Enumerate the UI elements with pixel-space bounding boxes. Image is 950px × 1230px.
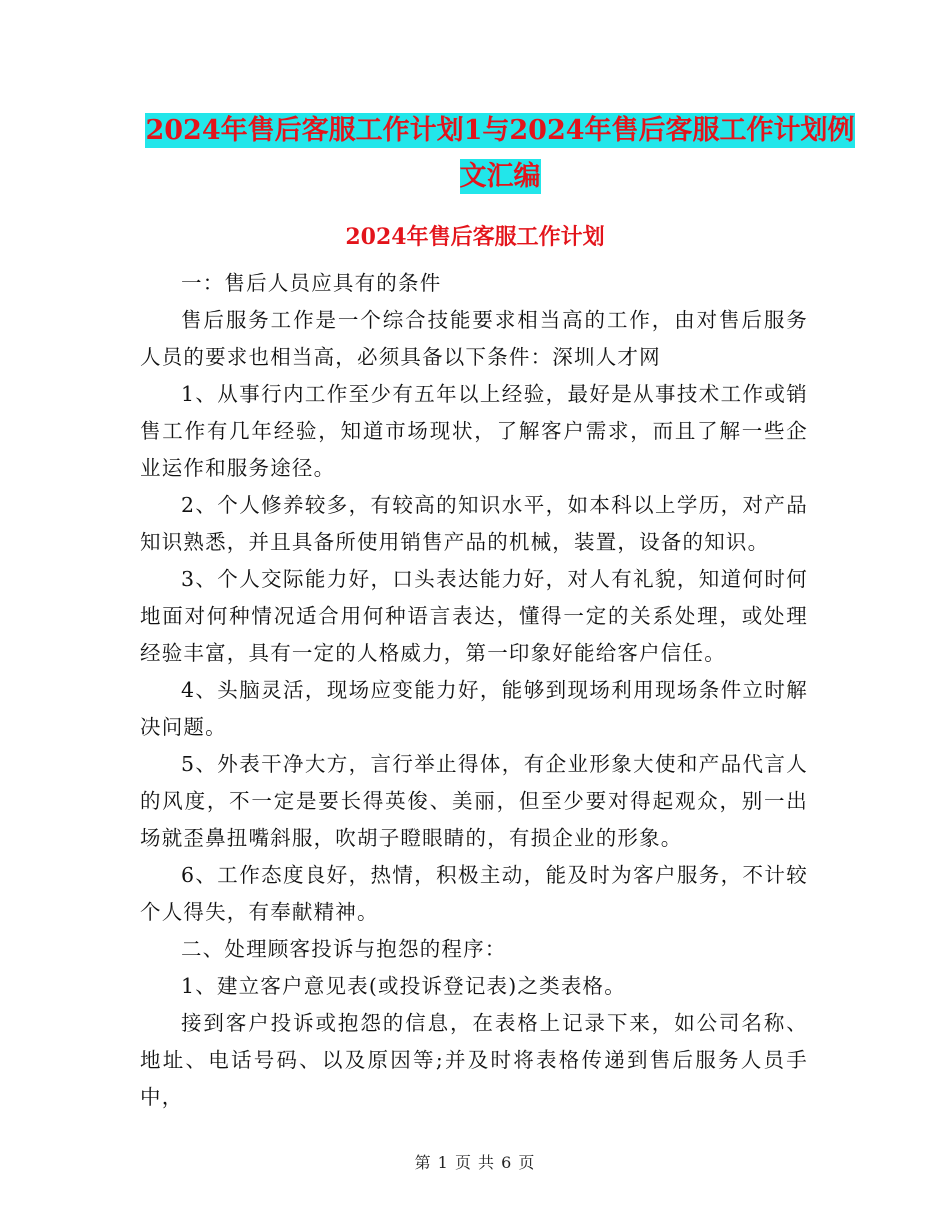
paragraph: 3、个人交际能力好，口头表达能力好，对人有礼貌，知道何时何地面对何种情况适合用何种语言表达，懂得一定的关系处理，或处理经验丰富，具有一定的人格威力，第一印象好能给客户信任。	[140, 567, 808, 665]
section-title: 2024年售后客服工作计划	[345, 224, 605, 250]
paragraph: 接到客户投诉或抱怨的信息，在表格上记录下来，如公司名称、地址、电话号码、以及原因等;并及时将表格传递到售后服务人员手中，	[140, 1011, 808, 1109]
paragraph: 6、工作态度良好，热情，积极主动，能及时为客户服务，不计较个人得失，有奉献精神。	[140, 863, 808, 924]
paragraph: 4、头脑灵活，现场应变能力好，能够到现场利用现场条件立时解决问题。	[140, 678, 808, 739]
page-footer: 第 1 页 共 6 页	[414, 1153, 536, 1172]
paragraph: 售后服务工作是一个综合技能要求相当高的工作，由对售后服务人员的要求也相当高，必须具备以下条件：深圳人才网	[140, 308, 808, 369]
paragraph: 二、处理顾客投诉与抱怨的程序：	[181, 937, 507, 961]
paragraph: 1、从事行内工作至少有五年以上经验，最好是从事技术工作或销售工作有几年经验，知道市场现状，了解客户需求，而且了解一些企业运作和服务途径。	[140, 382, 808, 480]
paragraph: 5、外表干净大方，言行举止得体，有企业形象大使和产品代言人的风度，不一定是要长得英俊、美丽，但至少要对得起观众，别一出场就歪鼻扭嘴斜服，吹胡子瞪眼睛的，有损企业的形象。	[140, 752, 808, 850]
document-title-text: 2024年售后客服工作计划1与2024年售后客服工作计划例文汇编	[145, 115, 855, 192]
paragraph: 1、建立客户意见表(或投诉登记表)之类表格。	[181, 974, 626, 998]
document-title	[140, 108, 860, 200]
paragraph: 一：售后人员应具有的条件	[181, 271, 442, 295]
document-body	[140, 265, 808, 1116]
paragraph: 2、个人修养较多，有较高的知识水平，如本科以上学历，对产品知识熟悉，并且具备所使用销售产品的机械，装置，设备的知识。	[140, 493, 808, 554]
